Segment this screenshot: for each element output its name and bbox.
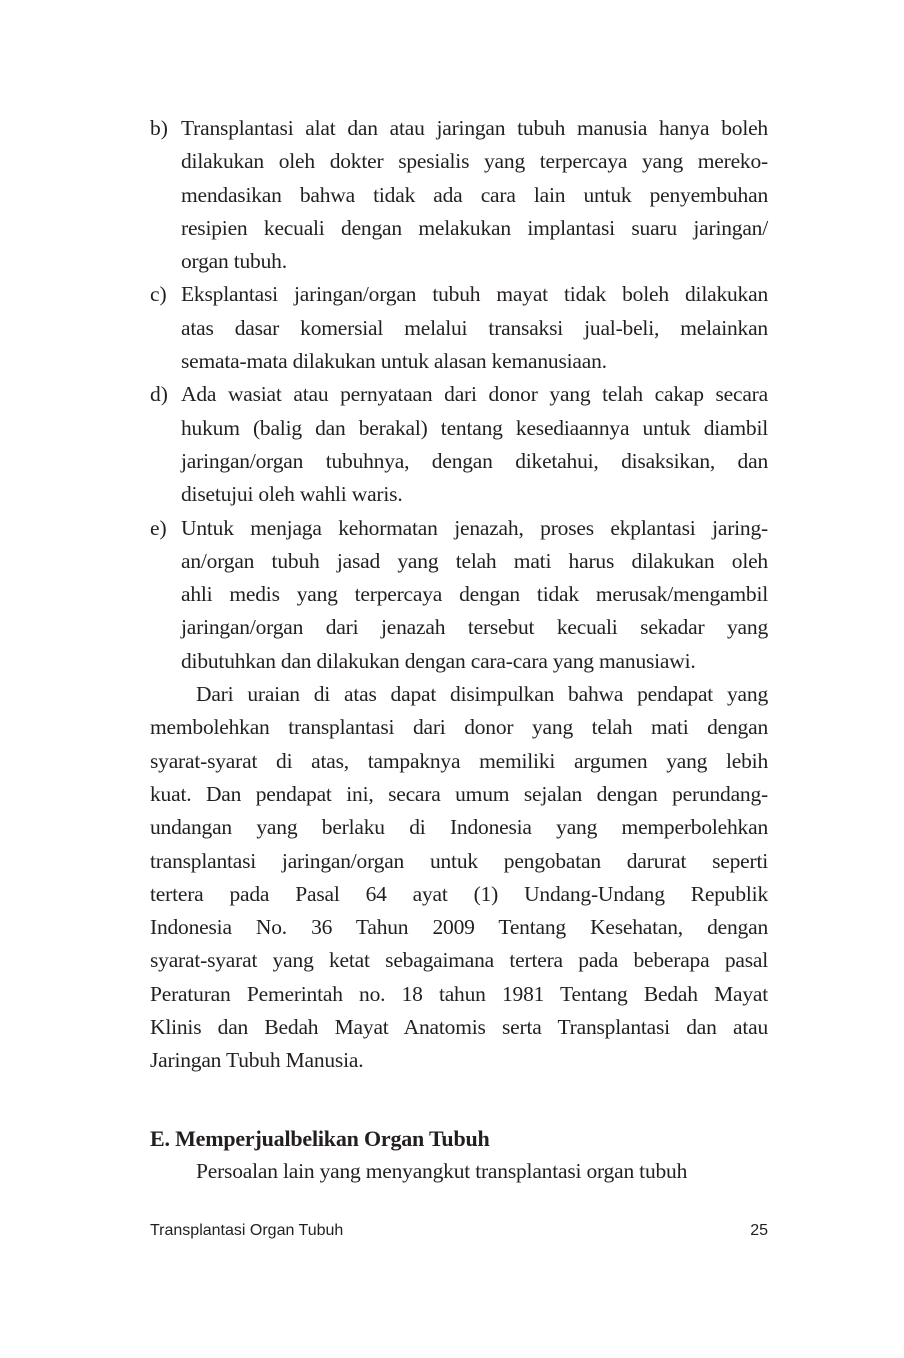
text-line: resipien kecuali dengan melakukan implantasi suaru jaringan/ — [181, 215, 768, 240]
requirements-list — [150, 112, 768, 678]
text-line: undangan yang berlaku di Indonesia yang memperbolehkan — [150, 815, 768, 840]
list-item — [150, 378, 768, 511]
text-line: hukum (balig dan berakal) tentang kesediaannya untuk diambil — [181, 415, 768, 440]
text-line: disetujui oleh wahli waris. — [181, 482, 403, 507]
text-line: organ tubuh. — [181, 249, 287, 274]
text-line: membolehkan transplantasi dari donor yang telah mati dengan — [150, 715, 768, 740]
text-line: Untuk menjaga kehormatan jenazah, proses ekplantasi jaring- — [181, 515, 768, 540]
page-body — [150, 112, 768, 1188]
text-line: jaringan/organ tubuhnya, dengan diketahui, disaksikan, dan — [181, 448, 768, 473]
list-item-label: e) — [150, 515, 167, 540]
text-line: dibutuhkan dan dilakukan dengan cara-cara yang manusiawi. — [181, 648, 696, 673]
page-number: 25 — [750, 1222, 768, 1239]
section-paragraph — [150, 1155, 768, 1188]
section-heading: E. Memperjualbelikan Organ Tubuh — [150, 1125, 490, 1151]
text-line: Indonesia No. 36 Tahun 2009 Tentang Kesehatan, dengan — [150, 915, 768, 940]
list-item-label: d) — [150, 382, 168, 407]
text-line: semata-mata dilakukan untuk alasan kemanusiaan. — [181, 349, 607, 374]
text-line: Persoalan lain yang menyangkut transplantasi organ tubuh — [196, 1158, 688, 1183]
conclusion-paragraph — [150, 678, 768, 1078]
text-line: Ada wasiat atau pernyataan dari donor yang telah cakap secara — [181, 382, 768, 407]
text-line: Peraturan Pemerintah no. 18 tahun 1981 Tentang Bedah Mayat — [150, 981, 768, 1006]
text-line: ahli medis yang terpercaya dengan tidak merusak/mengambil — [181, 582, 768, 607]
list-item — [150, 512, 768, 678]
text-line: Dari uraian di atas dapat disimpulkan bahwa pendapat yang — [196, 682, 768, 707]
text-line: an/organ tubuh jasad yang telah mati harus dilakukan oleh — [181, 548, 768, 573]
text-line: Eksplantasi jaringan/organ tubuh mayat tidak boleh dilakukan — [181, 282, 768, 307]
text-line: Klinis dan Bedah Mayat Anatomis serta Transplantasi dan atau — [150, 1015, 768, 1040]
text-line: Jaringan Tubuh Manusia. — [150, 1048, 364, 1073]
text-line: dilakukan oleh dokter spesialis yang terpercaya yang mereko- — [181, 149, 768, 174]
text-line: atas dasar komersial melalui transaksi jual-beli, melainkan — [181, 315, 768, 340]
list-item — [150, 278, 768, 378]
text-line: transplantasi jaringan/organ untuk pengobatan darurat seperti — [150, 848, 768, 873]
text-line: syarat-syarat yang ketat sebagaimana tertera pada beberapa pasal — [150, 948, 768, 973]
page-footer — [150, 1222, 768, 1240]
list-item-label: b) — [150, 116, 168, 140]
text-line: kuat. Dan pendapat ini, secara umum sejalan dengan perundang- — [150, 781, 768, 806]
text-line: tertera pada Pasal 64 ayat (1) Undang-Undang Republik — [150, 881, 768, 906]
text-line: jaringan/organ dari jenazah tersebut kecuali sekadar yang — [181, 615, 768, 640]
text-line: syarat-syarat di atas, tampaknya memiliki argumen yang lebih — [150, 748, 768, 773]
list-item-label: c) — [150, 282, 167, 307]
list-item — [150, 112, 768, 278]
text-line: mendasikan bahwa tidak ada cara lain untuk penyembuhan — [181, 182, 768, 207]
running-title: Transplantasi Organ Tubuh — [150, 1222, 344, 1239]
text-line: Transplantasi alat dan atau jaringan tubuh manusia hanya boleh — [181, 116, 768, 140]
